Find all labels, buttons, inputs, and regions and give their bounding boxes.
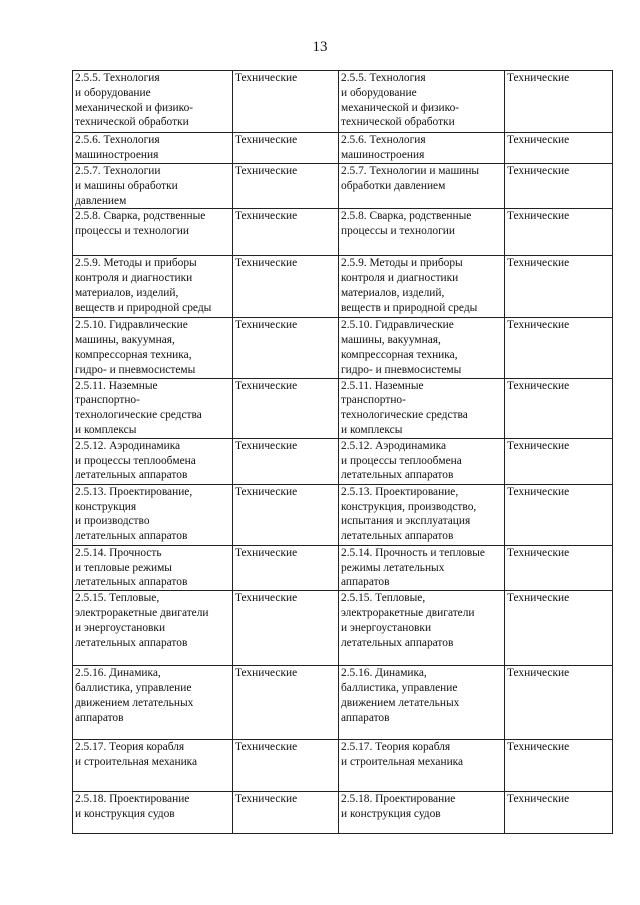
left-specialty-cell: 2.5.10. Гидравлические машины, вакуумная, компрессорная техника, гидро- и пневмосистемы — [73, 318, 233, 378]
left-science-branch-cell: Технические — [233, 164, 339, 209]
left-specialty-cell: 2.5.14. Прочность и тепловые режимы летательных аппаратов — [73, 545, 233, 590]
left-science-branch-cell: Технические — [233, 666, 339, 740]
table-row — [73, 378, 613, 438]
right-specialty-cell: 2.5.11. Наземные транспортно- технологические средства и комплексы — [339, 378, 505, 438]
left-science-branch-cell: Технические — [233, 792, 339, 834]
right-specialty-cell: 2.5.15. Тепловые, электроракетные двигатели и энергоустановки летательных аппаратов — [339, 591, 505, 666]
table-row — [73, 438, 613, 484]
right-science-branch-cell: Технические — [505, 164, 613, 209]
table-row — [73, 484, 613, 545]
right-science-branch-cell: Технические — [505, 484, 613, 545]
left-specialty-cell: 2.5.13. Проектирование, конструкция и производство летательных аппаратов — [73, 484, 233, 545]
table-row — [73, 71, 613, 133]
left-specialty-cell: 2.5.7. Технологии и машины обработки давлением — [73, 164, 233, 209]
right-science-branch-cell: Технические — [505, 378, 613, 438]
right-science-branch-cell: Технические — [505, 318, 613, 378]
right-specialty-cell: 2.5.13. Проектирование, конструкция, производство, испытания и эксплуатация летательных аппаратов — [339, 484, 505, 545]
left-science-branch-cell: Технические — [233, 740, 339, 792]
left-science-branch-cell: Технические — [233, 545, 339, 590]
left-specialty-cell: 2.5.9. Методы и приборы контроля и диагностики материалов, изделий, веществ и природной среды — [73, 256, 233, 318]
left-science-branch-cell: Технические — [233, 438, 339, 484]
specialties-table — [72, 70, 613, 834]
left-specialty-cell: 2.5.6. Технология машиностроения — [73, 133, 233, 164]
right-science-branch-cell: Технические — [505, 740, 613, 792]
table-row — [73, 318, 613, 378]
table-row — [73, 545, 613, 590]
right-science-branch-cell: Технические — [505, 133, 613, 164]
right-specialty-cell: 2.5.18. Проектирование и конструкция судов — [339, 792, 505, 834]
page-number: 13 — [312, 39, 328, 55]
right-science-branch-cell: Технические — [505, 666, 613, 740]
left-specialty-cell: 2.5.8. Сварка, родственные процессы и технологии — [73, 209, 233, 256]
left-science-branch-cell: Технические — [233, 318, 339, 378]
right-specialty-cell: 2.5.8. Сварка, родственные процессы и технологии — [339, 209, 505, 256]
right-specialty-cell: 2.5.10. Гидравлические машины, вакуумная, компрессорная техника, гидро- и пневмосистемы — [339, 318, 505, 378]
left-science-branch-cell: Технические — [233, 256, 339, 318]
table-row — [73, 164, 613, 209]
right-specialty-cell: 2.5.16. Динамика, баллистика, управление движением летательных аппаратов — [339, 666, 505, 740]
right-science-branch-cell: Технические — [505, 256, 613, 318]
right-specialty-cell: 2.5.5. Технология и оборудование механической и физико- технической обработки — [339, 71, 505, 133]
left-specialty-cell: 2.5.18. Проектирование и конструкция судов — [73, 792, 233, 834]
left-science-branch-cell: Технические — [233, 71, 339, 133]
left-specialty-cell: 2.5.16. Динамика, баллистика, управление движением летательных аппаратов — [73, 666, 233, 740]
left-science-branch-cell: Технические — [233, 591, 339, 666]
table-row — [73, 133, 613, 164]
table-row — [73, 740, 613, 792]
table-row — [73, 666, 613, 740]
left-specialty-cell: 2.5.5. Технология и оборудование механической и физико- технической обработки — [73, 71, 233, 133]
right-science-branch-cell: Технические — [505, 792, 613, 834]
right-science-branch-cell: Технические — [505, 591, 613, 666]
table-row — [73, 591, 613, 666]
left-specialty-cell: 2.5.15. Тепловые, электроракетные двигатели и энергоустановки летательных аппаратов — [73, 591, 233, 666]
table-row — [73, 256, 613, 318]
table-row — [73, 209, 613, 256]
left-specialty-cell: 2.5.12. Аэродинамика и процессы теплообмена летательных аппаратов — [73, 438, 233, 484]
left-specialty-cell: 2.5.11. Наземные транспортно- технологические средства и комплексы — [73, 378, 233, 438]
right-science-branch-cell: Технические — [505, 545, 613, 590]
left-science-branch-cell: Технические — [233, 133, 339, 164]
left-science-branch-cell: Технические — [233, 378, 339, 438]
left-science-branch-cell: Технические — [233, 484, 339, 545]
right-specialty-cell: 2.5.17. Теория корабля и строительная механика — [339, 740, 505, 792]
table-row — [73, 792, 613, 834]
right-science-branch-cell: Технические — [505, 71, 613, 133]
right-specialty-cell: 2.5.12. Аэродинамика и процессы теплообмена летательных аппаратов — [339, 438, 505, 484]
left-science-branch-cell: Технические — [233, 209, 339, 256]
right-science-branch-cell: Технические — [505, 209, 613, 256]
right-specialty-cell: 2.5.6. Технология машиностроения — [339, 133, 505, 164]
right-specialty-cell: 2.5.9. Методы и приборы контроля и диагностики материалов, изделий, веществ и природной среды — [339, 256, 505, 318]
right-specialty-cell: 2.5.14. Прочность и тепловые режимы летательных аппаратов — [339, 545, 505, 590]
right-science-branch-cell: Технические — [505, 438, 613, 484]
right-specialty-cell: 2.5.7. Технологии и машины обработки давлением — [339, 164, 505, 209]
left-specialty-cell: 2.5.17. Теория корабля и строительная механика — [73, 740, 233, 792]
